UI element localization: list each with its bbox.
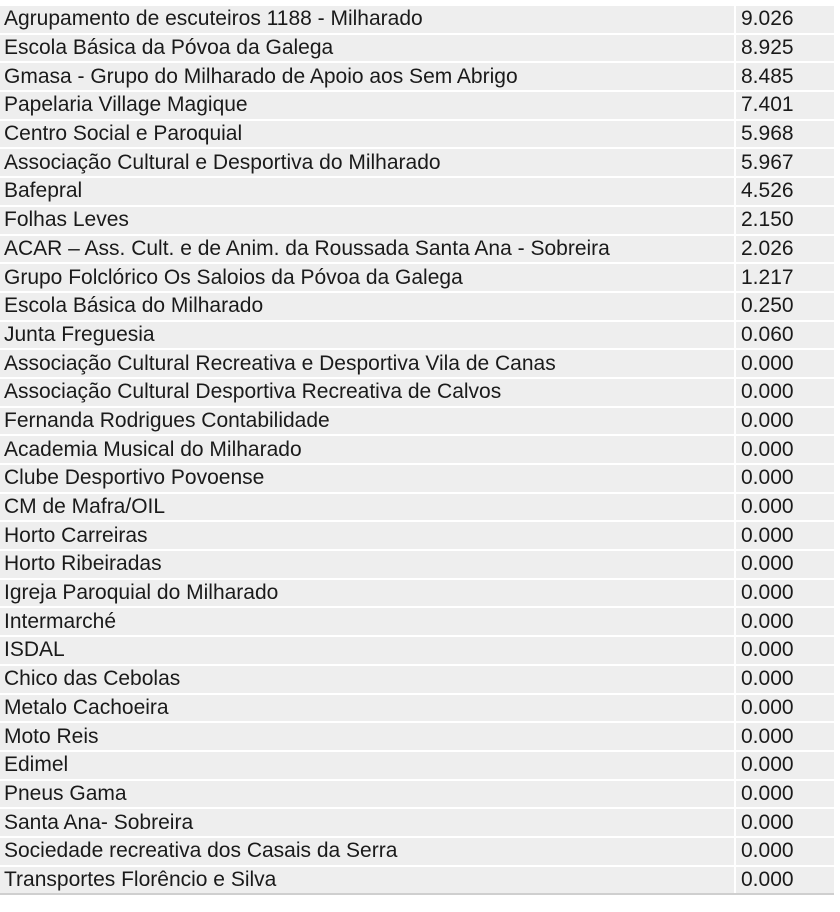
entity-name-cell: Fernanda Rodrigues Contabilidade	[0, 407, 735, 436]
entity-name-cell: Agrupamento de escuteiros 1188 - Milharado	[0, 6, 735, 34]
table-row	[0, 235, 834, 264]
entity-value-cell: 0.000	[735, 694, 834, 723]
entity-name-cell: Intermarché	[0, 607, 735, 636]
entity-value-cell: 2.150	[735, 206, 834, 235]
table-row	[0, 206, 834, 235]
table-row	[0, 665, 834, 694]
table-row	[0, 148, 834, 177]
table-row	[0, 780, 834, 809]
table-row	[0, 636, 834, 665]
table-row	[0, 321, 834, 350]
table-row	[0, 407, 834, 436]
entity-value-cell: 0.000	[735, 722, 834, 751]
table-row	[0, 751, 834, 780]
entity-value-cell: 0.000	[735, 837, 834, 866]
table-row	[0, 866, 834, 895]
entity-name-cell: Clube Desportivo Povoense	[0, 464, 735, 493]
entity-name-cell: Grupo Folclórico Os Saloios da Póvoa da Galega	[0, 263, 735, 292]
entity-name-cell: Sociedade recreativa dos Casais da Serra	[0, 837, 735, 866]
entity-name-cell: CM de Mafra/OIL	[0, 493, 735, 522]
entity-value-cell: 0.000	[735, 521, 834, 550]
table-row	[0, 722, 834, 751]
entity-name-cell: Pneus Gama	[0, 780, 735, 809]
entity-value-cell: 0.000	[735, 636, 834, 665]
entity-value-cell: 4.526	[735, 177, 834, 206]
entity-name-cell: Horto Carreiras	[0, 521, 735, 550]
entity-value-cell: 0.250	[735, 292, 834, 321]
table-row	[0, 177, 834, 206]
entity-name-cell: ACAR – Ass. Cult. e de Anim. da Roussada Santa Ana - Sobreira	[0, 235, 735, 264]
entity-name-cell: Junta Freguesia	[0, 321, 735, 350]
entity-value-cell: 0.000	[735, 808, 834, 837]
table-row	[0, 62, 834, 91]
table-row	[0, 550, 834, 579]
entity-name-cell: Gmasa - Grupo do Milharado de Apoio aos Sem Abrigo	[0, 62, 735, 91]
table-row	[0, 607, 834, 636]
entity-value-table	[0, 6, 834, 895]
entity-value-cell: 0.000	[735, 665, 834, 694]
entity-value-cell: 5.968	[735, 120, 834, 149]
entity-name-cell: Metalo Cachoeira	[0, 694, 735, 723]
entity-value-cell: 0.000	[735, 550, 834, 579]
entity-name-cell: Papelaria Village Magique	[0, 91, 735, 120]
entity-value-cell: 0.000	[735, 579, 834, 608]
entity-name-cell: Folhas Leves	[0, 206, 735, 235]
entity-value-cell: 0.000	[735, 464, 834, 493]
entity-value-cell: 0.000	[735, 493, 834, 522]
entity-value-cell: 0.000	[735, 435, 834, 464]
entity-name-cell: Associação Cultural e Desportiva do Milharado	[0, 148, 735, 177]
entity-value-cell: 0.000	[735, 349, 834, 378]
entity-value-cell: 2.026	[735, 235, 834, 264]
entity-name-cell: Associação Cultural Desportiva Recreativa de Calvos	[0, 378, 735, 407]
table-row	[0, 378, 834, 407]
entity-name-cell: Escola Básica do Milharado	[0, 292, 735, 321]
table-row	[0, 120, 834, 149]
entity-value-cell: 0.000	[735, 866, 834, 895]
entity-value-cell: 0.000	[735, 607, 834, 636]
table-row	[0, 292, 834, 321]
table-row	[0, 263, 834, 292]
table-row	[0, 837, 834, 866]
table-row	[0, 521, 834, 550]
entity-value-cell: 0.000	[735, 780, 834, 809]
entity-name-cell: Bafepral	[0, 177, 735, 206]
entity-name-cell: Igreja Paroquial do Milharado	[0, 579, 735, 608]
entity-name-cell: Associação Cultural Recreativa e Desportiva Vila de Canas	[0, 349, 735, 378]
entity-value-cell: 0.000	[735, 751, 834, 780]
entity-value-cell: 0.060	[735, 321, 834, 350]
table-row	[0, 34, 834, 63]
entity-value-cell: 8.485	[735, 62, 834, 91]
entity-value-cell: 5.967	[735, 148, 834, 177]
table-row	[0, 694, 834, 723]
entity-value-cell: 8.925	[735, 34, 834, 63]
entity-name-cell: Horto Ribeiradas	[0, 550, 735, 579]
table-row	[0, 435, 834, 464]
entity-name-cell: Centro Social e Paroquial	[0, 120, 735, 149]
table-row	[0, 808, 834, 837]
entity-value-cell: 1.217	[735, 263, 834, 292]
entity-value-cell: 0.000	[735, 407, 834, 436]
table-body	[0, 6, 834, 894]
entity-name-cell: Transportes Florêncio e Silva	[0, 866, 735, 895]
entity-value-cell: 0.000	[735, 378, 834, 407]
table-row	[0, 349, 834, 378]
entity-name-cell: Academia Musical do Milharado	[0, 435, 735, 464]
table-row	[0, 6, 834, 34]
table-row	[0, 493, 834, 522]
table-row	[0, 579, 834, 608]
entity-name-cell: ISDAL	[0, 636, 735, 665]
entity-name-cell: Edimel	[0, 751, 735, 780]
entity-name-cell: Escola Básica da Póvoa da Galega	[0, 34, 735, 63]
entity-name-cell: Moto Reis	[0, 722, 735, 751]
entity-value-cell: 9.026	[735, 6, 834, 34]
table-row	[0, 91, 834, 120]
entity-name-cell: Santa Ana- Sobreira	[0, 808, 735, 837]
entity-name-cell: Chico das Cebolas	[0, 665, 735, 694]
entity-value-cell: 7.401	[735, 91, 834, 120]
table-row	[0, 464, 834, 493]
